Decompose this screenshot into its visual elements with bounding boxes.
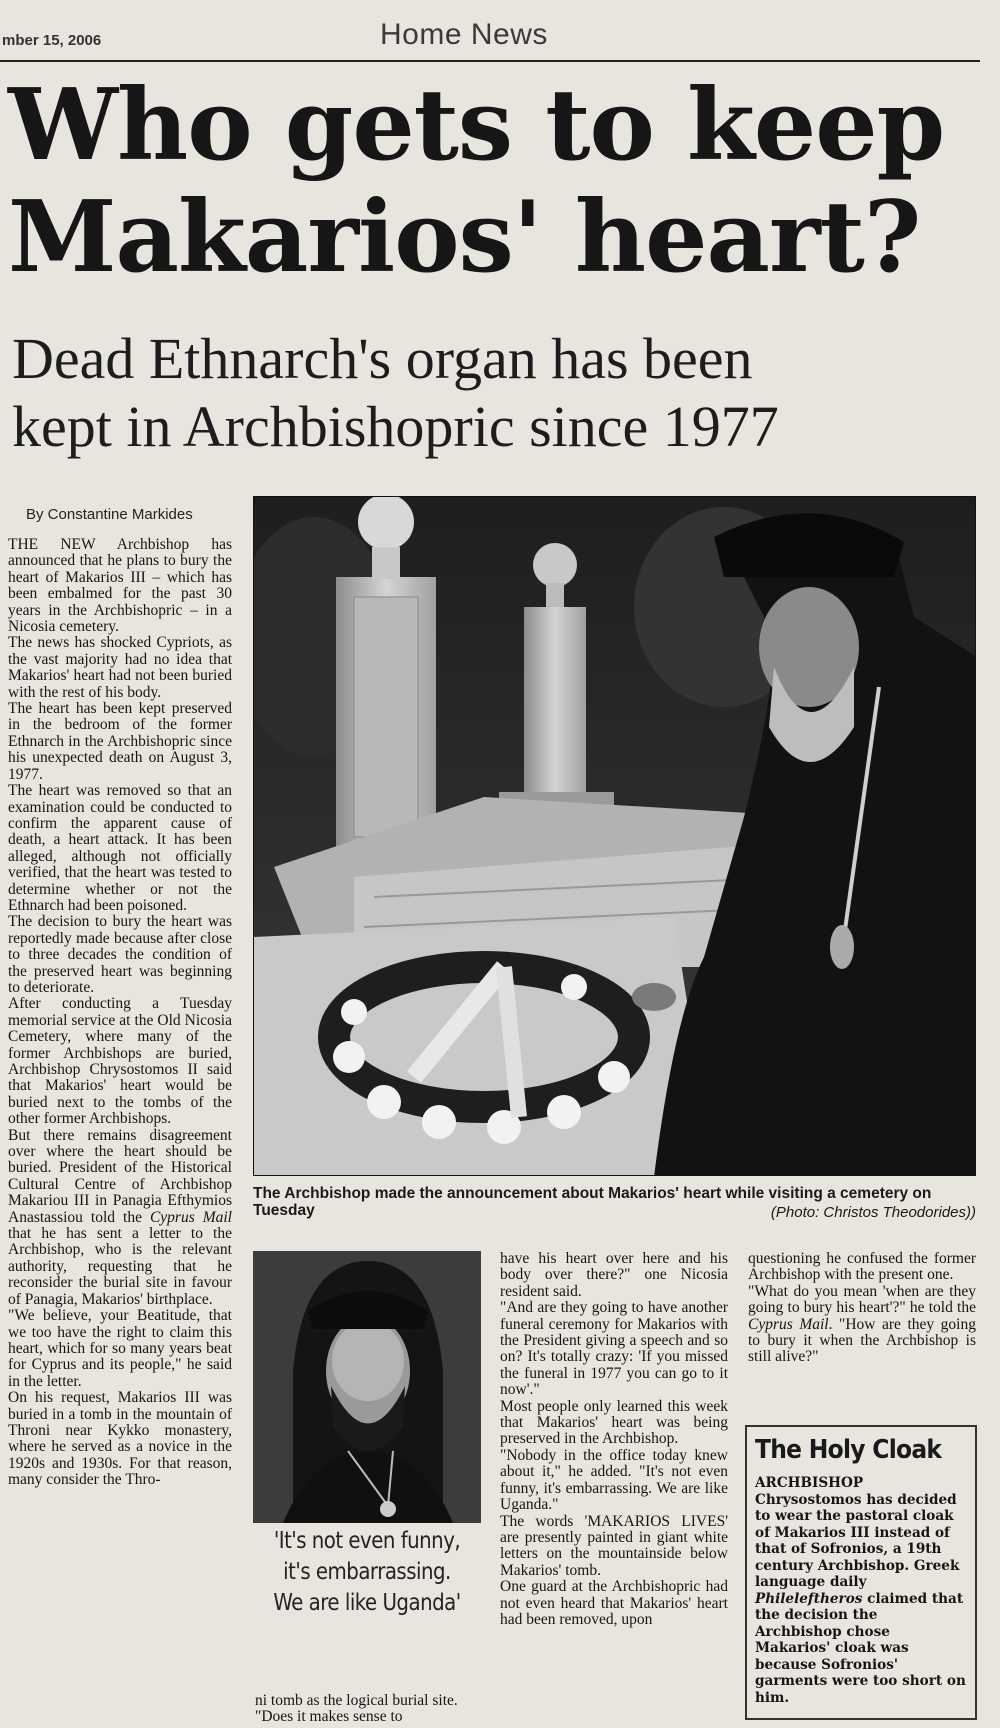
pull-quote: 'It's not even funny, it's embarrassing. We are like Uganda' bbox=[273, 1528, 461, 1616]
cemetery-photo bbox=[253, 496, 976, 1176]
paragraph: "What do you mean 'when are they going to bury his heart'?" he told the Cyprus Mail. "How are they going to bury it when the Archbishop is still alive?" bbox=[748, 1282, 976, 1366]
paragraph: "And are they going to have another funeral ceremony for Makarios with the President giving a speech and so on? It's totally crazy: 'If you missed the funeral in 1977 you can go to it now'." bbox=[500, 1299, 728, 1399]
sidebar-title: The Holy Cloak bbox=[755, 1435, 942, 1465]
paragraph: "Nobody in the office today knew about it," he added. "It's not even funny, it's embarrassing. We are like Uganda." bbox=[500, 1446, 728, 1514]
makarios-portrait-image bbox=[253, 1251, 481, 1523]
issue-date: mber 15, 2006 bbox=[2, 32, 102, 49]
paragraph: Most people only learned this week that Makarios' heart was being preserved in the Archbishop. bbox=[500, 1397, 728, 1448]
subheadline bbox=[12, 325, 987, 461]
paragraph: But there remains disagreement over where the heart should be buried. President of the Historical Cultural Centre of Archbishop Makariou III in Panagia Efthymios Anastassiou told the Cyprus Mail that he has sent a letter to the Archbishop, who is the relevant authority, requesting that he reconsider the burial site in favour of Panagia, Makarios' birthplace. bbox=[8, 1126, 232, 1308]
article-column-4 bbox=[748, 1251, 976, 1366]
paragraph: The heart was removed so that an examination could be conducted to confirm the apparent cause of death, a heart attack. It has been alleged, although not officially verified, that the heart was tested to determine whether or not the Ethnarch had been poisoned. bbox=[8, 782, 232, 914]
photo-credit: (Photo: Christos Theodorides)) bbox=[770, 1204, 976, 1221]
article-column-1 bbox=[8, 537, 232, 1489]
paragraph: The news has shocked Cypriots, as the vast majority had no idea that Makarios' heart had not been buried with the rest of his body. bbox=[8, 634, 232, 701]
paragraph: On his request, Makarios III was buried in a tomb in the mountain of Throni near Kykko monastery, where he served as a novice in the 1920s and 1930s. For that reason, many consider the Thro- bbox=[8, 1389, 232, 1489]
paragraph: The words 'MAKARIOS LIVES' are presently painted in giant white letters on the mountainside below Makarios' tomb. bbox=[500, 1512, 728, 1579]
subheadline-line-2: kept in Archbishopric since 1977 bbox=[12, 394, 779, 459]
section-title: Home News bbox=[380, 18, 548, 51]
paragraph: "We believe, your Beatitude, that we too have the right to claim this heart, which for so many years beat for Cyprus and its people," he said in the letter. bbox=[8, 1307, 232, 1390]
makarios-portrait bbox=[253, 1251, 481, 1523]
cemetery-photo-image bbox=[254, 497, 976, 1176]
paragraph: One guard at the Archbishopric had not even heard that Makarios' heart had been removed, upon bbox=[500, 1578, 728, 1628]
sidebar-holy-cloak bbox=[745, 1425, 977, 1720]
paragraph: THE NEW Archbishop has announced that he plans to bury the heart of Makarios III – which has been embalmed for the past 30 years in the Archbishopric – in a Nicosia cemetery. bbox=[8, 536, 232, 636]
header-rule bbox=[0, 60, 980, 62]
photo-caption: The Archbishop made the announcement about Makarios' heart while visiting a cemetery on Tuesday bbox=[253, 1185, 932, 1219]
paragraph: ni tomb as the logical burial site. bbox=[255, 1692, 458, 1709]
headline-line-1: Who gets to keep bbox=[8, 68, 945, 183]
headline bbox=[8, 70, 983, 294]
subheadline-line-1: Dead Ethnarch's organ has been bbox=[12, 326, 753, 391]
paragraph: The decision to bury the heart was reportedly made because after close to three decades the condition of the preserved heart was beginning to deteriorate. bbox=[8, 913, 232, 996]
paragraph: After conducting a Tuesday memorial service at the Old Nicosia Cemetery, where many of the former Archbishops are buried, Archbishop Chrysostomos II said that Makarios' heart would be buried next to the tombs of the other former Archbishops. bbox=[8, 995, 232, 1128]
paragraph: questioning he confused the former Archbishop with the present one. bbox=[748, 1250, 976, 1284]
paragraph: "Does it makes sense to bbox=[255, 1708, 403, 1726]
byline: By Constantine Markides bbox=[26, 506, 193, 523]
headline-line-2: Makarios' heart? bbox=[8, 180, 921, 295]
lead-caps: THE NEW bbox=[8, 536, 96, 553]
paragraph: have his heart over here and his body over there?" one Nicosia resident said. bbox=[500, 1250, 728, 1300]
sidebar-text: ARCHBISHOP Chrysostomos has decided to wear the pastoral cloak of Makarios III instead of that of Sofronios, a 19th century Archbishop. Greek language daily Phileleftheros claimed that the decision the Archbishop chose Makarios' cloak was because Sofronios' garments were too short on him. bbox=[755, 1475, 966, 1706]
article-column-2 bbox=[255, 1693, 478, 1726]
paragraph: The heart has been kept preserved in the bedroom of the former Ethnarch in the Archbishopric since his unexpected death on August 3, 1977. bbox=[8, 700, 232, 783]
article-column-3 bbox=[500, 1251, 728, 1628]
